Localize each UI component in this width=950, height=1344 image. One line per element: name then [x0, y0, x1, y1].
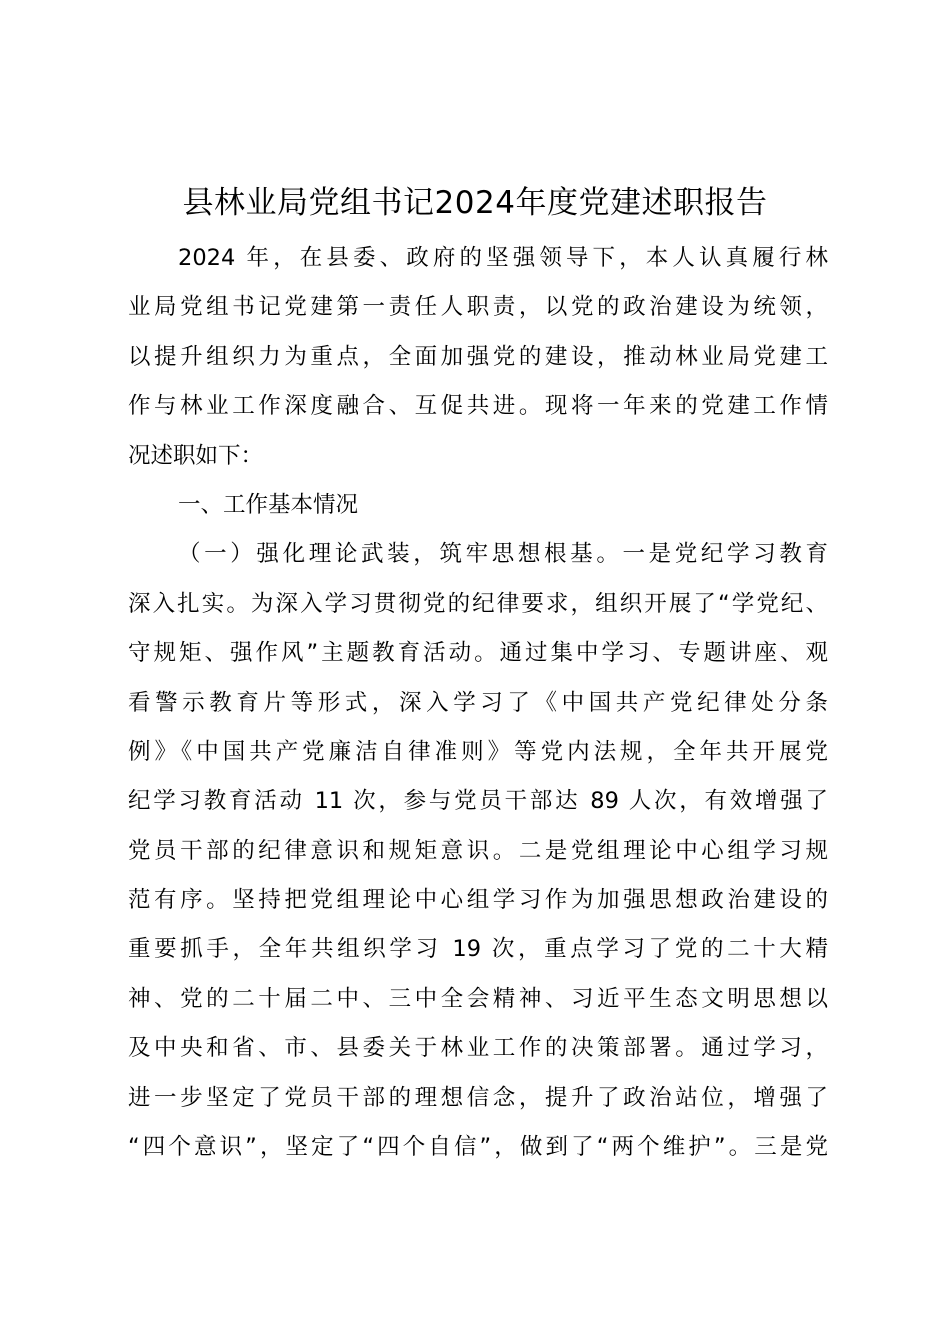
text-line: 神、党的二十届二中、三中全会精神、习近平生态文明思想以	[128, 985, 828, 1012]
text-line: 例》《中国共产党廉洁自律准则》等党内法规，全年共开展党	[128, 738, 828, 765]
text-line: 以提升组织力为重点，全面加强党的建设，推动林业局党建工	[128, 343, 828, 370]
document-body	[128, 234, 828, 1172]
text-line: 范有序。坚持把党组理论中心组学习作为加强思想政治建设的	[128, 887, 828, 914]
text-line: 深入扎实。为深入学习贯彻党的纪律要求，组织开展了“学党纪、	[128, 590, 828, 617]
text-line: 2024 年，在县委、政府的坚强领导下，本人认真履行林	[178, 245, 828, 271]
text-line: 及中央和省、市、县委关于林业工作的决策部署。通过学习，	[128, 1035, 828, 1062]
text-line: 守规矩、强作风”主题教育活动。通过集中学习、专题讲座、观	[128, 640, 828, 667]
text-line: 看警示教育片等形式，深入学习了《中国共产党纪律处分条	[128, 689, 828, 716]
text-line: 况述职如下：	[128, 442, 264, 469]
text-line: 一、工作基本情况	[178, 491, 359, 518]
text-line: 作与林业工作深度融合、互促共进。现将一年来的党建工作情	[128, 393, 828, 420]
text-line: 进一步坚定了党员干部的理想信念，提升了政治站位，增强了	[128, 1084, 828, 1111]
document-title: 县林业局党组书记2024年度党建述职报告	[182, 185, 768, 221]
text-line: 纪学习教育活动 11 次，参与党员干部达 89 人次，有效增强了	[128, 788, 828, 815]
text-line: 重要抓手，全年共组织学习 19 次，重点学习了党的二十大精	[128, 936, 828, 963]
text-line: （一）强化理论武装，筑牢思想根基。一是党纪学习教育	[178, 541, 828, 568]
text-line: 党员干部的纪律意识和规矩意识。二是党组理论中心组学习规	[128, 837, 828, 864]
text-line: 业局党组书记党建第一责任人职责，以党的政治建设为统领，	[128, 294, 828, 321]
text-line: “四个意识”，坚定了“四个自信”，做到了“两个维护”。三是党	[128, 1134, 828, 1161]
